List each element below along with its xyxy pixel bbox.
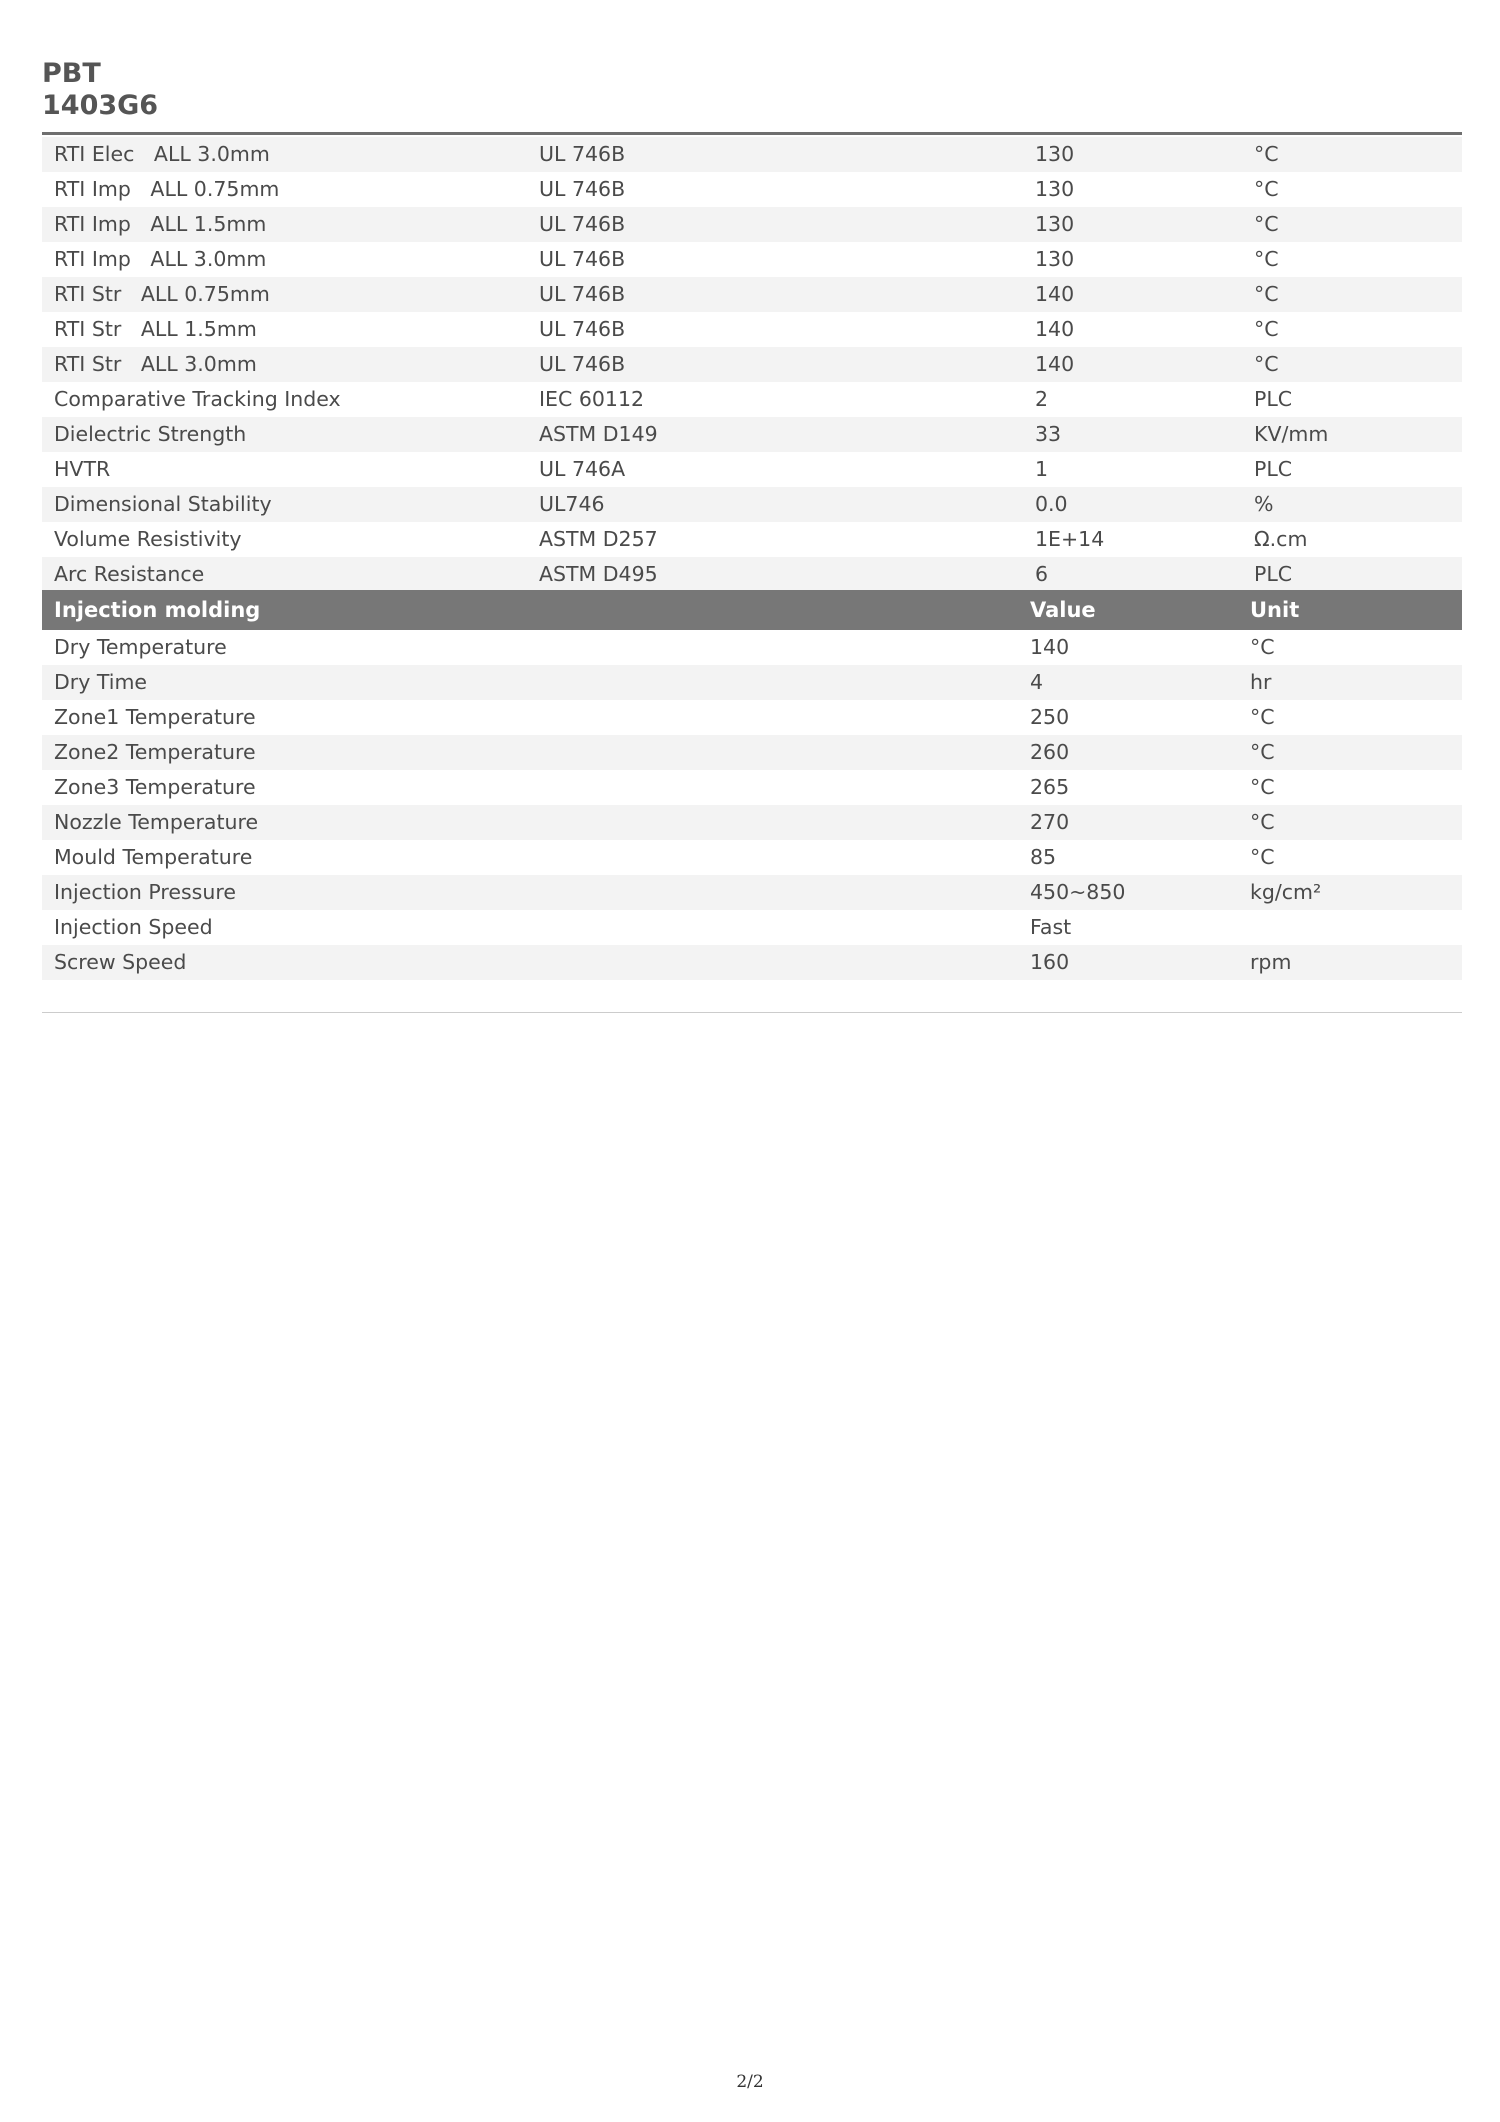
property-unit: °C [1250,635,1275,659]
test-standard: UL 746B [539,282,626,306]
table-row [42,910,1462,945]
property-unit: rpm [1250,950,1292,974]
property-value: 1 [1035,457,1049,481]
property-unit: °C [1254,142,1279,166]
table-row [42,522,1462,557]
table-row [42,382,1462,417]
property-name: Volume Resistivity [54,527,242,551]
property-unit: °C [1250,810,1275,834]
property-name: Injection Pressure [54,880,236,904]
table-row [42,805,1462,840]
table-row [42,347,1462,382]
property-name: Dielectric Strength [54,422,247,446]
property-value: 6 [1035,562,1049,586]
property-value: 130 [1035,212,1075,236]
property-value: 1E+14 [1035,527,1105,551]
table-row [42,945,1462,980]
table-row [42,312,1462,347]
property-name: RTI Str ALL 1.5mm [54,317,257,341]
property-unit: °C [1254,352,1279,376]
property-value: 160 [1030,950,1070,974]
property-name: RTI Elec ALL 3.0mm [54,142,270,166]
section-title: Injection molding [54,598,261,622]
property-value: 250 [1030,705,1070,729]
test-standard: UL 746B [539,212,626,236]
properties-table [42,137,1462,592]
property-name: Arc Resistance [54,562,205,586]
test-standard: UL 746B [539,177,626,201]
property-unit: Ω.cm [1254,527,1308,551]
test-standard: UL746 [539,492,605,516]
unit-column-header: Unit [1250,598,1300,622]
property-unit: % [1254,492,1274,516]
property-name: Mould Temperature [54,845,253,869]
property-value: 33 [1035,422,1062,446]
table-row [42,242,1462,277]
bottom-divider [42,1012,1462,1013]
property-value: 130 [1035,142,1075,166]
property-unit: PLC [1254,457,1293,481]
property-name: RTI Imp ALL 0.75mm [54,177,280,201]
table-row [42,452,1462,487]
property-name: RTI Imp ALL 3.0mm [54,247,267,271]
property-value: 140 [1035,352,1075,376]
property-value: 85 [1030,845,1057,869]
property-unit: hr [1250,670,1272,694]
table-row [42,630,1462,665]
property-unit: PLC [1254,387,1293,411]
table-row [42,840,1462,875]
property-value: 260 [1030,740,1070,764]
test-standard: UL 746A [539,457,626,481]
table-row [42,665,1462,700]
property-unit: °C [1254,212,1279,236]
table-row [42,770,1462,805]
property-unit: °C [1250,845,1275,869]
property-unit: °C [1250,775,1275,799]
property-unit: °C [1250,705,1275,729]
property-value: 130 [1035,177,1075,201]
property-value: Fast [1030,915,1072,939]
property-value: 140 [1035,317,1075,341]
property-value: 270 [1030,810,1070,834]
table-row [42,700,1462,735]
property-value: 140 [1035,282,1075,306]
property-name: Dry Time [54,670,148,694]
test-standard: ASTM D149 [539,422,658,446]
test-standard: IEC 60112 [539,387,645,411]
property-name: Comparative Tracking Index [54,387,341,411]
property-unit: °C [1254,247,1279,271]
test-standard: UL 746B [539,352,626,376]
property-name: Injection Speed [54,915,213,939]
property-name: Nozzle Temperature [54,810,259,834]
property-name: RTI Imp ALL 1.5mm [54,212,267,236]
property-unit: kg/cm² [1250,880,1322,904]
injection-molding-table [42,590,1462,980]
test-standard: UL 746B [539,142,626,166]
property-unit: °C [1250,740,1275,764]
property-name: HVTR [54,457,111,481]
property-name: Zone1 Temperature [54,705,256,729]
property-unit: °C [1254,317,1279,341]
product-title [42,58,158,122]
property-unit: °C [1254,282,1279,306]
property-value: 0.0 [1035,492,1068,516]
property-unit: KV/mm [1254,422,1329,446]
property-name: Zone2 Temperature [54,740,256,764]
property-unit: °C [1254,177,1279,201]
table-row [42,172,1462,207]
page-number: 2/2 [736,2072,764,2092]
property-value: 450~850 [1030,880,1126,904]
property-unit: PLC [1254,562,1293,586]
test-standard: ASTM D495 [539,562,658,586]
test-standard: UL 746B [539,247,626,271]
material-name: PBT [42,58,101,89]
property-name: Dimensional Stability [54,492,272,516]
property-name: RTI Str ALL 3.0mm [54,352,257,376]
property-value: 2 [1035,387,1049,411]
table-row [42,417,1462,452]
test-standard: ASTM D257 [539,527,658,551]
table-row [42,277,1462,312]
table-row [42,735,1462,770]
table-row [42,557,1462,592]
table-row [42,487,1462,522]
property-name: Screw Speed [54,950,187,974]
property-name: Zone3 Temperature [54,775,256,799]
table-row [42,875,1462,910]
test-standard: UL 746B [539,317,626,341]
title-divider [42,132,1462,135]
table-row [42,207,1462,242]
section-header [42,590,1462,630]
value-column-header: Value [1030,598,1096,622]
property-value: 265 [1030,775,1070,799]
table-row [42,137,1462,172]
property-value: 140 [1030,635,1070,659]
property-name: Dry Temperature [54,635,227,659]
grade-name: 1403G6 [42,90,159,121]
property-name: RTI Str ALL 0.75mm [54,282,270,306]
property-value: 130 [1035,247,1075,271]
property-value: 4 [1030,670,1044,694]
